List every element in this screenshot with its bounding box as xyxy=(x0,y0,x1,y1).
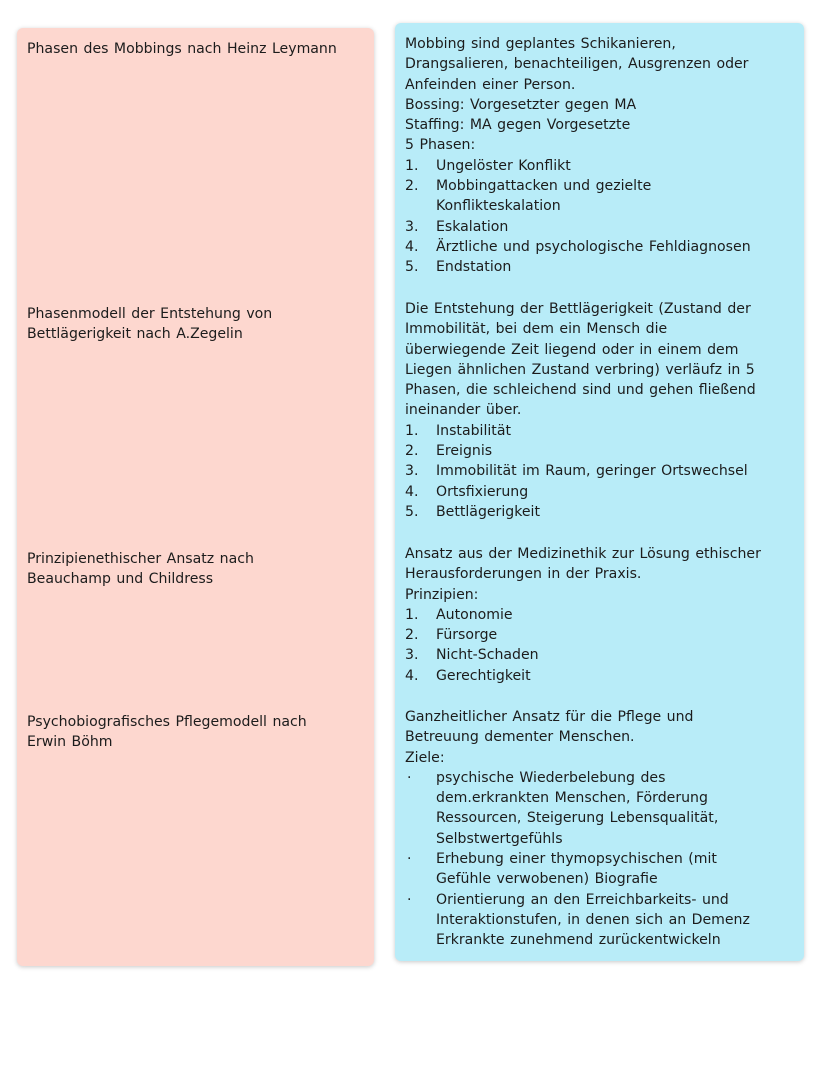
list-marker: 3. xyxy=(405,647,419,664)
list-item-text: Gerechtigkeit xyxy=(436,667,531,684)
list-marker: 1. xyxy=(405,422,419,439)
definition-boehm xyxy=(405,707,797,951)
list-marker: 3. xyxy=(405,218,419,235)
definition-line: Ganzheitlicher Ansatz für die Pflege und xyxy=(405,709,694,725)
list-marker: 3. xyxy=(405,463,419,480)
definition-line: Anfeinden einer Person. xyxy=(405,76,576,93)
definition-line: Die Entstehung der Bettlägerigkeit (Zustand der xyxy=(405,301,751,317)
list-item-text: Interaktionstufen, in denen sich an Demenz xyxy=(436,911,750,928)
list-item xyxy=(405,502,797,522)
definition-line: ineinander über. xyxy=(405,402,522,419)
definition-line: Drangsalieren, benachteiligen, Ausgrenzen oder xyxy=(405,56,749,73)
list-item-text: Ressourcen, Steigerung Lebensqualität, xyxy=(436,810,719,827)
list-item-text: Mobbingattacken und gezielte xyxy=(436,178,652,195)
list-item xyxy=(405,237,797,257)
definition-line: 5 Phasen: xyxy=(405,137,476,154)
bullet-item xyxy=(405,849,797,890)
bullet-item xyxy=(405,890,797,951)
terms-column xyxy=(17,28,374,966)
term-leymann xyxy=(27,39,357,59)
list-marker: 2. xyxy=(405,178,419,195)
list-item-text: Erkrankte zunehmend zurückentwickeln xyxy=(436,932,721,949)
list-item-text: Erhebung einer thymopsychischen (mit xyxy=(436,851,717,868)
definition-line: Mobbing sind geplantes Schikanieren, xyxy=(405,36,676,52)
list-item xyxy=(405,605,797,625)
term-line: Prinzipienethischer Ansatz nach xyxy=(27,551,254,567)
list-item xyxy=(405,461,797,481)
term-line: Phasenmodell der Entstehung von xyxy=(27,306,273,322)
list-marker: 4. xyxy=(405,238,419,255)
bullet-marker: · xyxy=(407,891,412,908)
list-item-text: Eskalation xyxy=(436,218,509,235)
definitions-column xyxy=(395,23,804,961)
definition-line: überwiegende Zeit liegend oder in einem dem xyxy=(405,341,739,358)
definition-line: Immobilität, bei dem ein Mensch die xyxy=(405,321,668,338)
list-marker: 5. xyxy=(405,503,419,520)
list-item xyxy=(405,156,797,176)
list-item-text: Endstation xyxy=(436,259,512,276)
list-marker: 1. xyxy=(405,157,419,174)
list-item-text: Ärztliche und psychologische Fehldiagnosen xyxy=(436,238,751,255)
term-zegelin xyxy=(27,304,357,345)
list-item-text: Ortsfixierung xyxy=(436,483,529,500)
bullet-marker: · xyxy=(407,851,412,868)
list-item-text: psychische Wiederbelebung des xyxy=(436,769,666,786)
definition-line: Staffing: MA gegen Vorgesetzte xyxy=(405,117,631,134)
definition-line: Phasen, die schleichend sind und gehen fließend xyxy=(405,382,756,399)
list-item-text: Ereignis xyxy=(436,443,493,460)
list-marker: 4. xyxy=(405,667,419,684)
list-marker: 2. xyxy=(405,443,419,460)
definition-zegelin xyxy=(405,299,797,522)
list-item-text: Selbstwertgefühls xyxy=(436,830,563,847)
definition-line: Liegen ähnlichen Zustand verbring) verläufz in 5 xyxy=(405,361,755,378)
list-item-text: Konflikteskalation xyxy=(436,198,561,215)
bullet-item xyxy=(405,768,797,849)
list-marker: 1. xyxy=(405,606,419,623)
definition-line: Ansatz aus der Medizinethik zur Lösung ethischer xyxy=(405,546,761,562)
term-boehm xyxy=(27,712,357,753)
term-line: Beauchamp und Childress xyxy=(27,571,214,588)
bullet-marker: · xyxy=(407,769,412,786)
term-beauchamp-childress xyxy=(27,549,357,590)
list-item xyxy=(405,421,797,441)
definition-line: Prinzipien: xyxy=(405,586,479,603)
list-item-text: dem.erkrankten Menschen, Förderung xyxy=(436,790,708,807)
term-line: Erwin Böhm xyxy=(27,734,113,751)
definition-line: Herausforderungen in der Praxis. xyxy=(405,566,642,583)
list-item-text: Immobilität im Raum, geringer Ortswechsel xyxy=(436,463,748,480)
list-marker: 4. xyxy=(405,483,419,500)
definition-line: Ziele: xyxy=(405,749,445,766)
list-item xyxy=(405,645,797,665)
list-item-text: Ungelöster Konflikt xyxy=(436,157,571,174)
list-item-text: Bettlägerigkeit xyxy=(436,503,540,520)
list-item xyxy=(405,217,797,237)
term-line: Bettlägerigkeit nach A.Zegelin xyxy=(27,326,243,343)
list-item-text: Orientierung an den Erreichbarkeits- und xyxy=(436,891,729,908)
list-item-text: Instabilität xyxy=(436,422,511,439)
definition-line: Betreuung dementer Menschen. xyxy=(405,729,635,746)
list-item xyxy=(405,441,797,461)
list-marker: 2. xyxy=(405,627,419,644)
term-line: Phasen des Mobbings nach Heinz Leymann xyxy=(27,41,337,57)
term-line: Psychobiografisches Pflegemodell nach xyxy=(27,714,307,730)
list-item xyxy=(405,176,797,217)
definition-beauchamp-childress xyxy=(405,544,797,686)
list-item-text: Nicht-Schaden xyxy=(436,647,539,664)
list-item xyxy=(405,625,797,645)
list-item-text: Gefühle verwobenen) Biografie xyxy=(436,871,658,888)
definition-line: Bossing: Vorgesetzter gegen MA xyxy=(405,96,637,113)
list-item-text: Fürsorge xyxy=(436,627,498,644)
list-item xyxy=(405,482,797,502)
list-item-text: Autonomie xyxy=(436,606,513,623)
list-marker: 5. xyxy=(405,259,419,276)
list-item xyxy=(405,666,797,686)
definition-leymann xyxy=(405,34,797,278)
list-item xyxy=(405,257,797,277)
